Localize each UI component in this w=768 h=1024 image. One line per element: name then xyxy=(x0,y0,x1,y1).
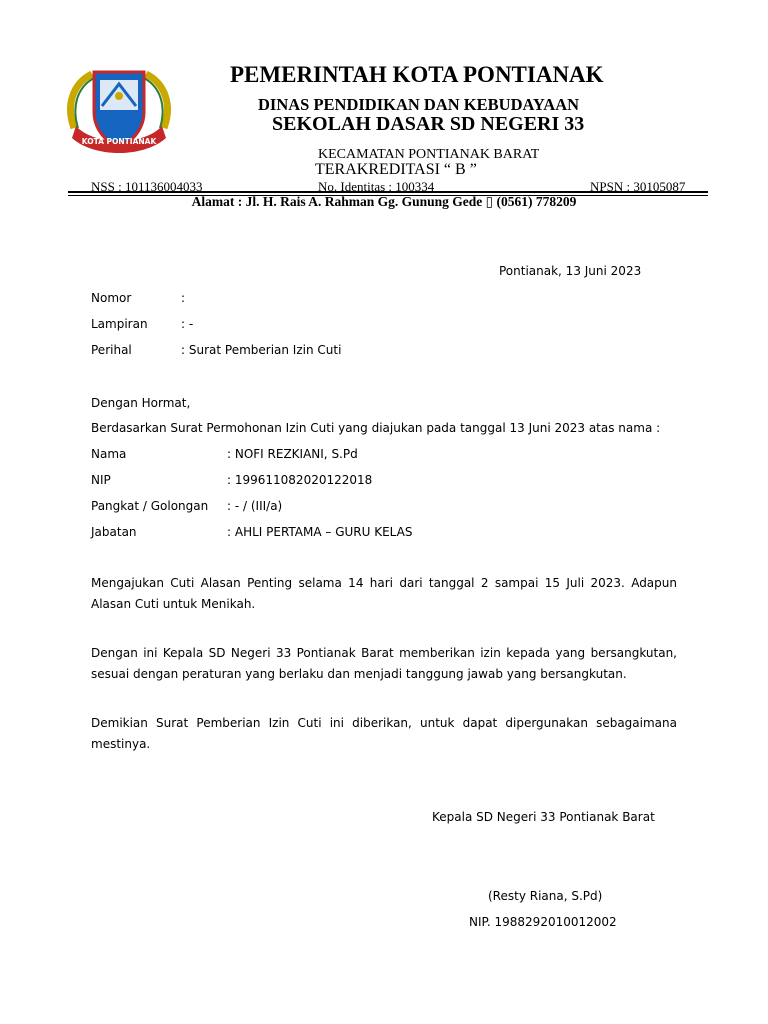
field-label-nip: NIP xyxy=(91,473,111,487)
header-divider-thick xyxy=(68,191,708,193)
meta-value-nomor: : xyxy=(181,291,186,305)
letter-greeting: Dengan Hormat, xyxy=(91,396,191,410)
letter-date: Pontianak, 13 Juni 2023 xyxy=(499,264,642,278)
signer-nip: NIP. 1988292010012002 xyxy=(469,915,617,929)
field-label-nama: Nama xyxy=(91,447,127,461)
meta-label-lampiran: Lampiran xyxy=(91,317,148,331)
header-accreditation: TERAKREDITASI “ B ” xyxy=(315,161,477,178)
signer-name: (Resty Riana, S.Pd) xyxy=(488,889,603,903)
meta-value-lampiran: : - xyxy=(181,317,194,331)
header-npsn: NPSN : 30105087 xyxy=(590,179,686,191)
field-label-jabatan: Jabatan xyxy=(91,525,137,539)
meta-value-perihal: : Surat Pemberian Izin Cuti xyxy=(181,343,342,357)
header-district: KECAMATAN PONTIANAK BARAT xyxy=(318,147,540,158)
field-value-nip: : 199611082020122018 xyxy=(227,473,373,487)
signer-title: Kepala SD Negeri 33 Pontianak Barat xyxy=(432,810,655,824)
header-school: SEKOLAH DASAR SD NEGERI 33 xyxy=(272,113,585,135)
header-nss: NSS : 101136004033 xyxy=(91,179,203,191)
meta-label-nomor: Nomor xyxy=(91,291,132,305)
field-value-jabatan: : AHLI PERTAMA – GURU KELAS xyxy=(227,525,413,539)
header-identity-number: No. Identitas : 100334 xyxy=(318,179,435,191)
meta-label-perihal: Perihal xyxy=(91,343,132,357)
letter-intro: Berdasarkan Surat Permohonan Izin Cuti yang diajukan pada tanggal 13 Juni 2023 atas nama : xyxy=(91,421,661,435)
paragraph-leave-request: Mengajukan Cuti Alasan Penting selama 14 hari dari tanggal 2 sampai 15 Juli 2023. Adapun Alasan Cuti untuk Menikah. xyxy=(91,576,677,611)
kota-pontianak-logo xyxy=(64,66,174,156)
field-value-pangkat: : - / (III/a) xyxy=(227,499,283,513)
header-address: Alamat : Jl. H. Rais A. Rahman Gg. Gunung Gede ▯ (0561) 778209 xyxy=(191,194,577,209)
paragraph-closing: Demikian Surat Pemberian Izin Cuti ini diberikan, untuk dapat dipergunakan sebagaimana mestinya. xyxy=(91,716,677,751)
header-government: PEMERINTAH KOTA PONTIANAK xyxy=(230,62,604,87)
field-label-pangkat: Pangkat / Golongan xyxy=(91,499,209,513)
paragraph-permission: Dengan ini Kepala SD Negeri 33 Pontianak Barat memberikan izin kepada yang bersangkutan, sesuai dengan peraturan yang berlaku dan menjadi tanggung jawab yang bersangkutan. xyxy=(91,646,677,681)
header-department: DINAS PENDIDIKAN DAN KEBUDAYAAN xyxy=(258,95,580,114)
logo-ribbon-text: KOTA PONTIANAK xyxy=(81,137,157,146)
field-value-nama: : NOFI REZKIANI, S.Pd xyxy=(227,447,358,461)
